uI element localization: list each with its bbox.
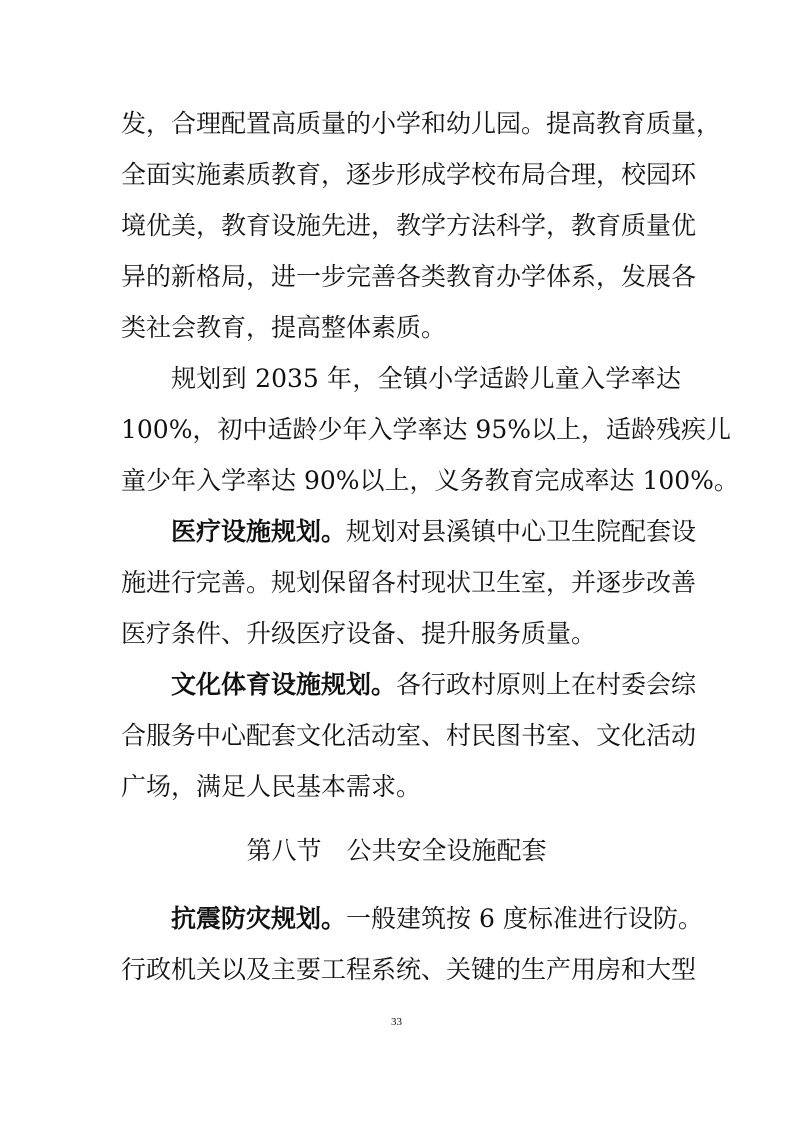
paragraph-line: 施进行完善。规划保留各村现状卫生室，并逐步改善 [121, 568, 697, 597]
paragraph-line: 全面实施素质教育，逐步形成学校布局合理，校园环 [121, 160, 697, 189]
paragraph-first-line [171, 665, 697, 705]
paragraph-line: 异的新格局，进一步完善各类教育办学体系，发展各 [121, 262, 697, 291]
paragraph-line: 行政机关以及主要工程系统、关键的生产用房和大型 [121, 955, 697, 984]
paragraph-text: 一般建筑按 6 度标准进行设防。 [346, 904, 703, 933]
page-number: 33 [391, 1016, 402, 1028]
paragraph-lead-culture-sports: 文化体育设施规划。 [171, 670, 397, 699]
paragraph-line: 100%，初中适龄少年入学率达 95%以上，适龄残疾儿 [121, 415, 731, 444]
paragraph-line: 童少年入学率达 90%以上，义务教育完成率达 100%。 [121, 466, 739, 495]
paragraph-first-line [171, 899, 703, 939]
paragraph-line: 医疗条件、升级医疗设备、提升服务质量。 [121, 619, 597, 648]
paragraph-text: 各行政村原则上在村委会综 [396, 670, 697, 699]
paragraph-lead-medical: 医疗设施规划。 [171, 517, 347, 546]
paragraph-text: 规划对县溪镇中心卫生院配套设 [346, 517, 697, 546]
paragraph-first-line [171, 512, 697, 552]
paragraph-lead-earthquake: 抗震防灾规划。 [171, 904, 347, 933]
paragraph-line: 发，合理配置高质量的小学和幼儿园。提高教育质量， [121, 109, 722, 138]
paragraph-line: 类社会教育，提高整体素质。 [121, 313, 447, 342]
paragraph-line: 广场，满足人民基本需求。 [121, 772, 422, 801]
section-heading: 第八节 公共安全设施配套 [246, 836, 547, 865]
paragraph-line: 合服务中心配套文化活动室、村民图书室、文化活动 [121, 721, 697, 750]
paragraph-line: 境优美，教育设施先进，教学方法科学，教育质量优 [121, 211, 697, 240]
paragraph-line: 规划到 2035 年，全镇小学适龄儿童入学率达 [171, 364, 681, 393]
